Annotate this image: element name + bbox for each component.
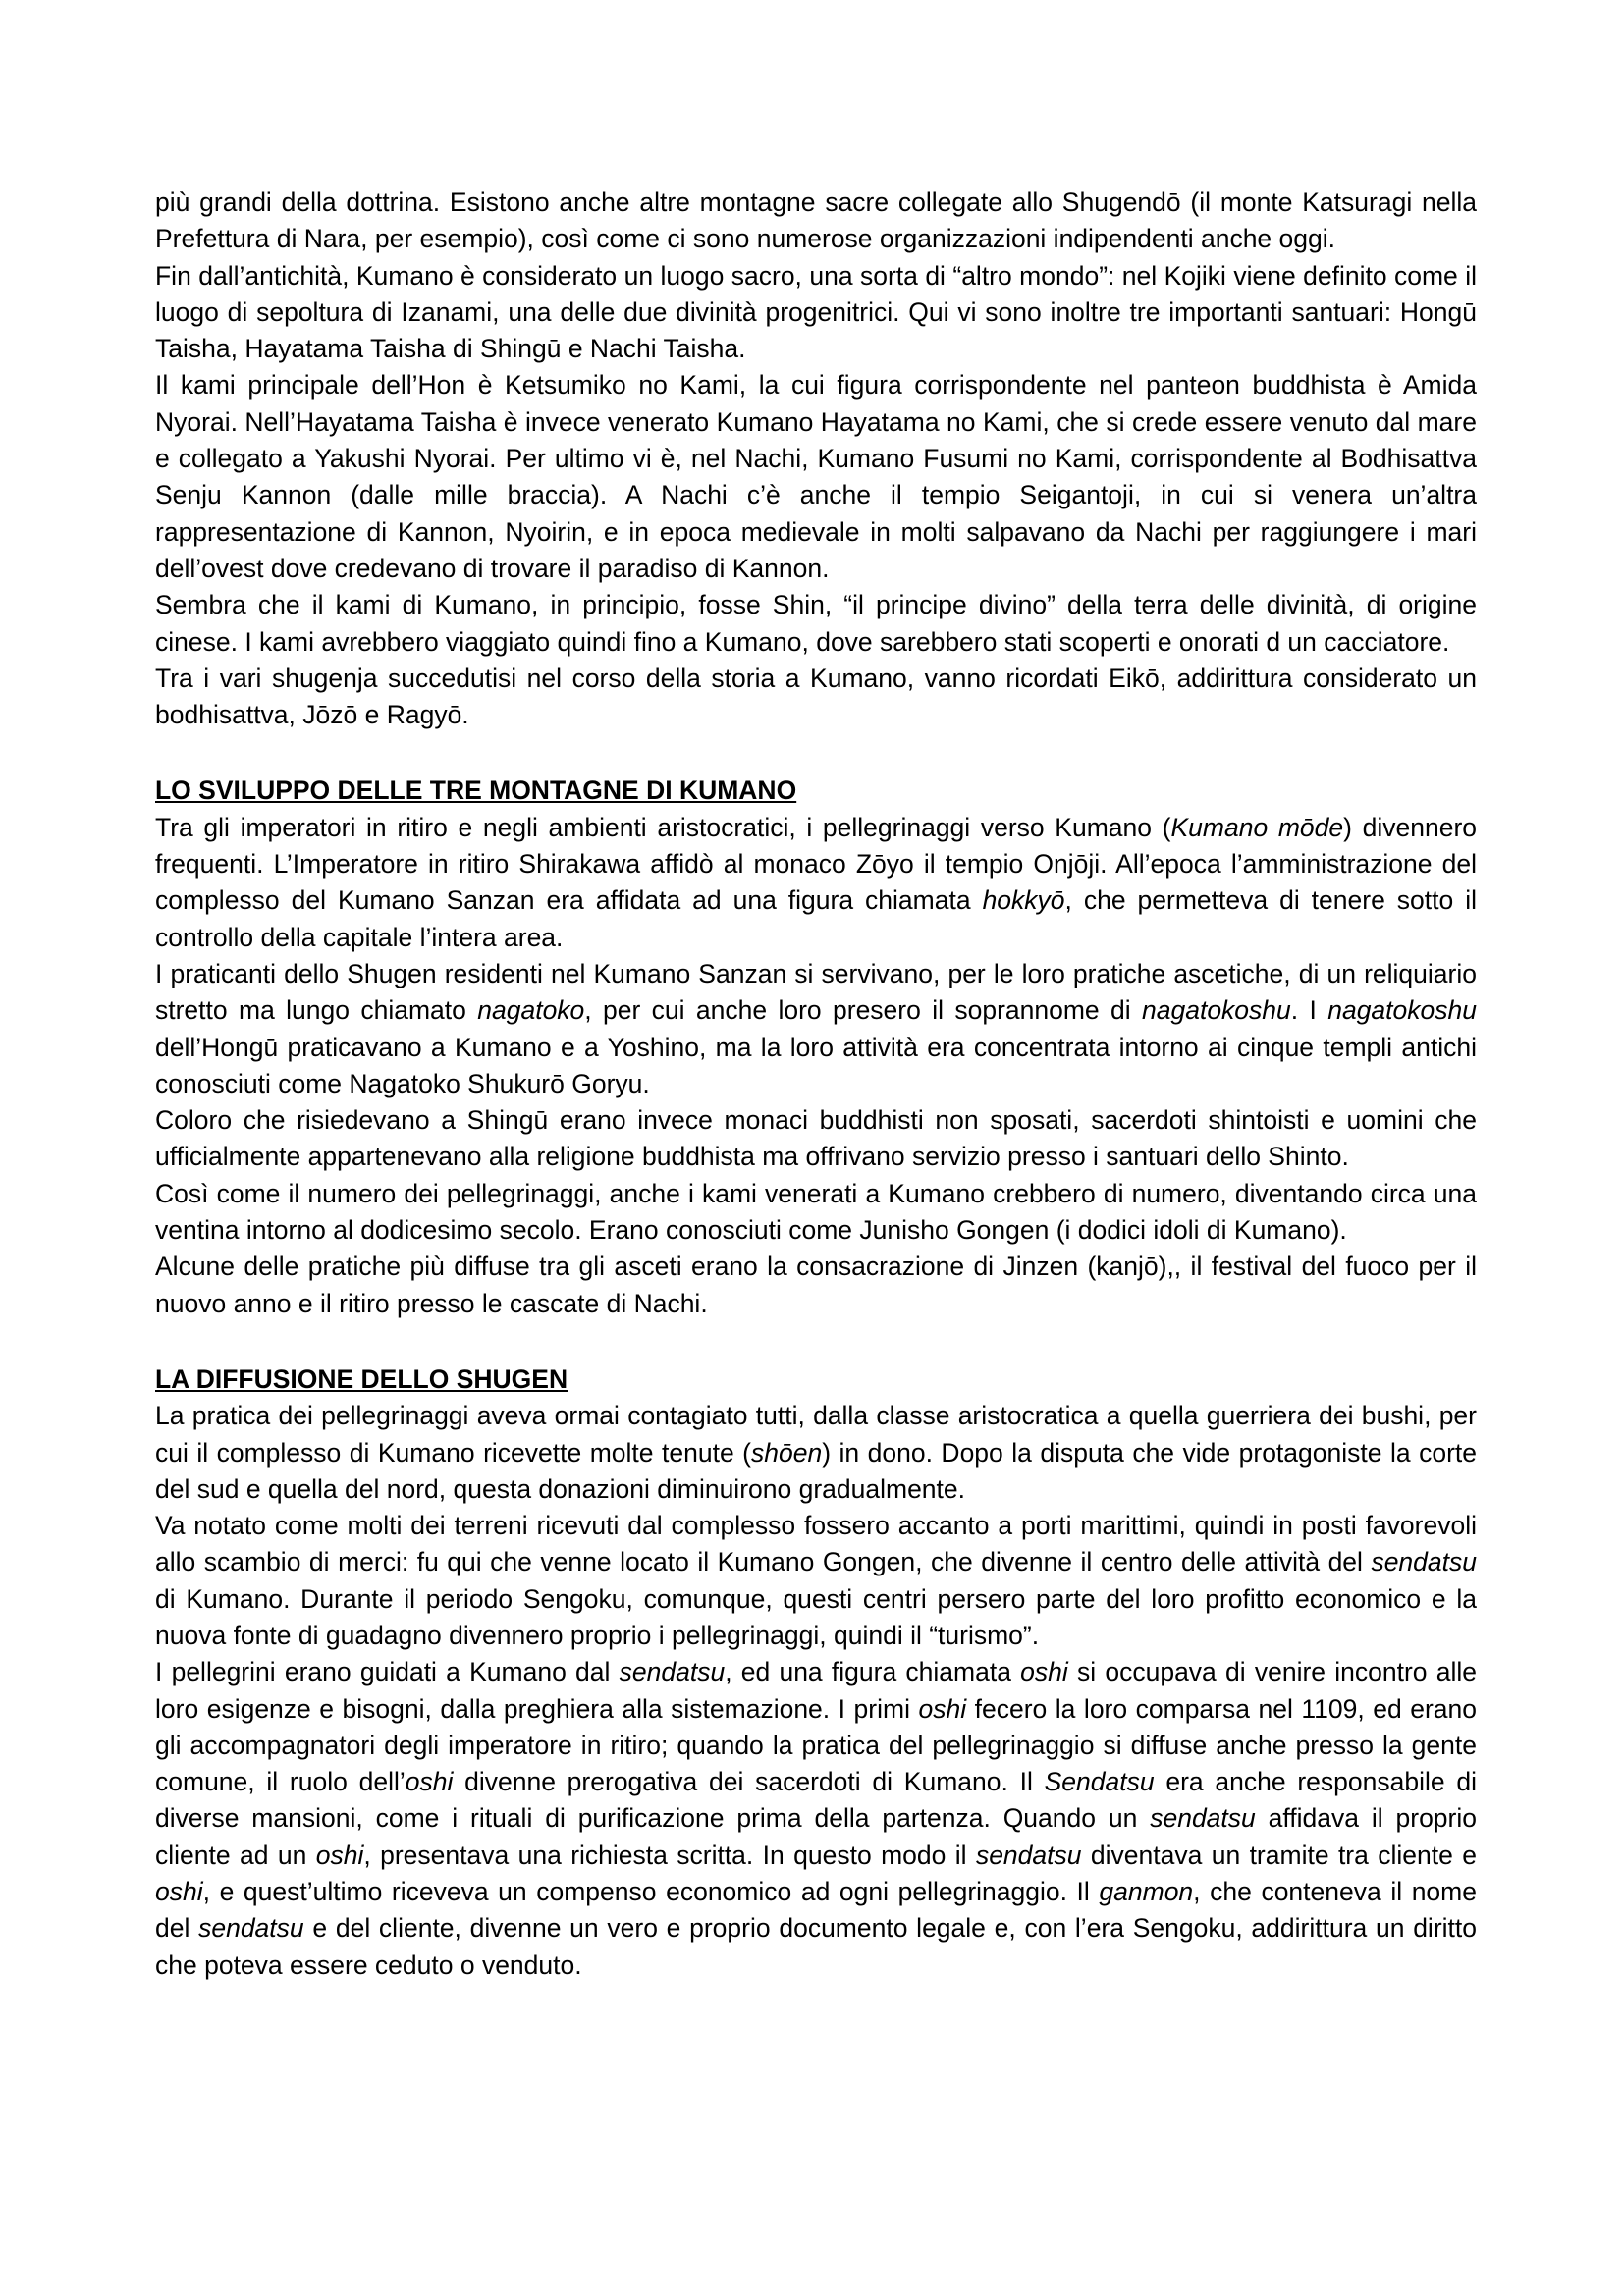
italic-term: oshi (155, 1877, 203, 1907)
text-span: divenne prerogativa dei sacerdoti di Kumano. Il (453, 1767, 1045, 1797)
section-heading: LO SVILUPPO DELLE TRE MONTAGNE DI KUMANO (155, 775, 797, 806)
italic-term: nagatoko (477, 995, 585, 1026)
text-span: La pratica dei pellegrinaggi aveva ormai contagiato tutti, dalla classe aristocratica a quella guerriera dei bushi, per cui il complesso di Kumano ricevette molte tenute ( (155, 1401, 1477, 1468)
italic-term: sendatsu (1150, 1803, 1256, 1834)
italic-term: hokkyō (982, 885, 1065, 916)
italic-term: Kumano mōde (1170, 812, 1344, 842)
paragraph (155, 1398, 1477, 1508)
text-span: si occupava di venire incontro alle loro esigenze e bisogni, dalla preghiera alla sistemazione. I primi (155, 1657, 1477, 1724)
text-span: ) in dono. Dopo la disputa che vide protagoniste la corte del sud e quella del nord, questa donazioni diminuirono gradualmente. (155, 1437, 1477, 1504)
italic-term: Sendatsu (1044, 1767, 1155, 1797)
italic-term: sendatsu (1371, 1547, 1477, 1577)
text-span: e del cliente, divenne un vero e proprio documento legale e, con l’era Sengoku, addirittura un diritto che poteva essere ceduto o venduto. (155, 1913, 1477, 1980)
text-span: , e quest’ultimo riceveva un compenso economico ad ogni pellegrinaggio. Il (202, 1877, 1100, 1907)
text-span: I pellegrini erano guidati a Kumano dal (155, 1657, 620, 1687)
text-span: , ed una figura chiamata (725, 1657, 1021, 1687)
text-span: , che conteneva il nome del (155, 1877, 1477, 1944)
italic-term: ganmon (1099, 1877, 1194, 1907)
paragraph: Alcune delle pratiche più diffuse tra gli asceti erano la consacrazione di Jinzen (kanjō),, il festival del fuoco per il nuovo anno e il ritiro presso le cascate di Nachi. (155, 1252, 1477, 1318)
text-span: di Kumano. Durante il periodo Sengoku, comunque, questi centri persero parte del loro profitto economico e la nuova fonte di guadagno divennero proprio i pellegrinaggi, quindi il “turismo”. (155, 1583, 1477, 1650)
italic-term: oshi (405, 1767, 454, 1797)
paragraph: Sembra che il kami di Kumano, in principio, fosse Shin, “il principe divino” della terra delle divinità, di origine cinese. I kami avrebbero viaggiato quindi fino a Kumano, dove sarebbero stati scoperti e onorati d un cacciatore. (155, 590, 1477, 657)
text-span: dell’Hongū praticavano a Kumano e a Yoshino, ma la loro attività era concentrata intorno ai cinque templi antichi conosciuti come Nagatoko Shukurō Goryu. (155, 1032, 1477, 1098)
italic-term: nagatokoshu (1327, 995, 1477, 1026)
paragraph: più grandi della dottrina. Esistono anche altre montagne sacre collegate allo Shugendō (il monte Katsuragi nella Prefettura di Nara, per esempio), così come ci sono numerose organizzazioni indipendenti anche oggi. (155, 187, 1477, 254)
paragraph: Così come il numero dei pellegrinaggi, anche i kami venerati a Kumano crebbero di numero, diventando circa una ventina intorno al dodicesimo secolo. Erano conosciuti come Junisho Gongen (i dodici idoli di Kumano). (155, 1178, 1477, 1246)
italic-term: oshi (1020, 1657, 1068, 1687)
italic-term: nagatokoshu (1142, 995, 1291, 1026)
paragraph: Fin dall’antichità, Kumano è considerato un luogo sacro, una sorta di “altro mondo”: nel Kojiki viene definito come il luogo di sepoltura di Izanami, una delle due divinità progenitrici. Qui vi sono inoltre tre importanti santuari: Hongū Taisha, Hayatama Taisha di Shingū e Nachi Taisha. (155, 260, 1477, 364)
italic-term: shōen (751, 1437, 823, 1468)
text-span: , per cui anche loro presero il soprannome di (584, 995, 1142, 1026)
italic-term: sendatsu (198, 1913, 304, 1944)
paragraph (155, 956, 1477, 1102)
paragraph: Il kami principale dell’Hon è Ketsumiko no Kami, la cui figura corrispondente nel panteon buddhista è Amida Nyorai. Nell’Hayatama Taisha è invece venerato Kumano Hayatama no Kami, che si crede essere venuto dal mare e collegato a Yakushi Nyorai. Per ultimo vi è, nel Nachi, Kumano Fusumi no Kami, corrispondente al Bodhisattva Senju Kannon (dalle mille braccia). A Nachi c’è anche il tempio Seigantoji, in cui si venera un’altra rappresentazione di Kannon, Nyoirin, e in epoca medievale in molti salpavano da Nachi per raggiungere i mari dell’ovest dove credevano di trovare il paradiso di Kannon. (155, 370, 1477, 583)
italic-term: oshi (918, 1693, 967, 1724)
paragraph: Tra i vari shugenja succedutisi nel corso della storia a Kumano, vanno ricordati Eikō, addirittura considerato un bodhisattva, Jōzō e Ragyō. (155, 663, 1477, 730)
section-heading: LA DIFFUSIONE DELLO SHUGEN (155, 1363, 568, 1394)
paragraph: Coloro che risiedevano a Shingū erano invece monaci buddhisti non sposati, sacerdoti shintoisti e uomini che ufficialmente appartenevano alla religione buddhista ma offrivano servizio presso i santuari dello Shinto. (155, 1105, 1477, 1172)
text-span: . I (1290, 995, 1328, 1026)
text-span: I praticanti dello Shugen residenti nel Kumano Sanzan si servivano, per le loro pratiche ascetiche, di un reliquiario stretto ma lungo chiamato (155, 958, 1477, 1026)
text-span: fecero la loro comparsa nel 1109, ed erano gli accompagnatori degli imperatore in ritiro; quando la pratica del pellegrinaggio si diffuse anche presso la gente comune, il ruolo dell’ (155, 1693, 1477, 1797)
paragraph (155, 810, 1477, 956)
document-page (155, 185, 1477, 1984)
text-span: era anche responsabile di diverse mansioni, come i rituali di purificazione prima della partenza. Quando un (155, 1767, 1477, 1834)
italic-term: oshi (315, 1840, 364, 1870)
paragraph (155, 1508, 1477, 1654)
text-span: ) divennero frequenti. L’Imperatore in ritiro Shirakawa affidò al monaco Zōyo il tempio Onjōji. All’epoca l’amministrazione del complesso del Kumano Sanzan era affidata ad una figura chiamata (155, 812, 1478, 916)
italic-term: sendatsu (619, 1657, 726, 1687)
text-span: Va notato come molti dei terreni ricevuti dal complesso fossero accanto a porti marittimi, quindi in posti favorevoli allo scambio di merci: fu qui che venne locato il Kumano Gongen, che divenne il centro delle attività del (155, 1511, 1477, 1577)
paragraph (155, 1654, 1477, 1984)
text-span: , presentava una richiesta scritta. In questo modo il (363, 1840, 976, 1870)
italic-term: sendatsu (975, 1840, 1082, 1870)
text-span: diventava un tramite tra cliente e (1081, 1840, 1477, 1870)
text-span: affidava il proprio cliente ad un (155, 1803, 1477, 1870)
text-span: , che permetteva di tenere sotto il controllo della capitale l’intera area. (155, 885, 1477, 952)
text-span: Tra gli imperatori in ritiro e negli ambienti aristocratici, i pellegrinaggi verso Kumano ( (155, 812, 1171, 842)
